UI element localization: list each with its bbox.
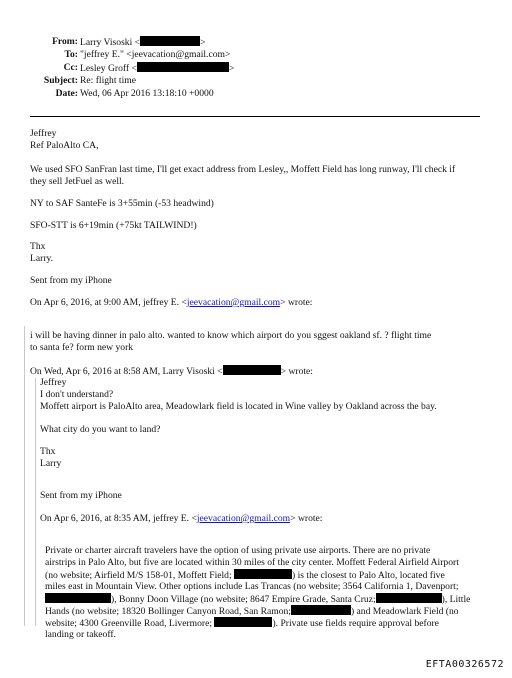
sfo-line: SFO-STT is 6+19min (+75kt TAILWIND!)	[30, 220, 197, 231]
quote1-thx: Thx	[40, 446, 56, 457]
signature: Larry.	[30, 253, 54, 264]
redaction	[140, 36, 200, 46]
quote2-line4: miles east in Mountain View. Other options include Las Trancas (no website; 3564 California 1, Davenport;	[45, 581, 459, 592]
subject-value: Re: flight time	[80, 75, 136, 86]
wrote-line-2: On Wed, Apr 6, 2016 at 8:58 AM, Larry Visoski < > wrote:	[30, 366, 313, 377]
redaction	[137, 62, 229, 72]
redaction	[376, 593, 442, 603]
email-link[interactable]: jeevacation@gmail.com	[186, 297, 281, 308]
redaction	[223, 365, 281, 375]
redaction	[291, 605, 351, 615]
quote-bar	[24, 326, 25, 626]
quote1-line2: to santa fe? form new york	[30, 342, 134, 353]
quote2-line3: (no website; Airfield M/S 158-01, Moffett Field; ) is the closest to Palo Alto, located five	[45, 570, 445, 581]
quote1-understand: I don't understand?	[40, 389, 114, 400]
quote2-line2: airstrips in Palo Alto, but five are located within 30 miles of the city center. Moffett Federal Airfield Airport	[45, 557, 459, 568]
quote1-greeting: Jeffrey	[40, 377, 67, 388]
quote2-line8: landing or takeoff.	[45, 629, 116, 640]
ny-line: NY to SAF SanteFe is 3+55min (-53 headwind)	[30, 198, 214, 209]
cc-label: Cc:	[63, 62, 78, 73]
wrote-line-3: On Apr 6, 2016, at 8:35 AM, jeffrey E. <jeevacation@gmail.com> wrote:	[40, 513, 323, 524]
para1-line1: We used SFO SanFran last time, I'll get exact address from Lesley,, Moffett Field has long runway, I'll check if	[30, 164, 456, 175]
wrote-line-1: On Apr 6, 2016, at 9:00 AM, jeffrey E. <jeevacation@gmail.com> wrote:	[30, 297, 313, 308]
to-label: To:	[64, 49, 78, 60]
header-divider	[30, 116, 480, 117]
subject-label: Subject:	[43, 75, 78, 86]
document-id: EFTA00326572	[425, 659, 504, 670]
quote1-line1: i will be having dinner in palo alto. wanted to know which airport do you sggest oakland sf. ? flight time	[30, 330, 432, 341]
quote2-line1: Private or charter aircraft travelers have the option of using private use airports. There are no private	[45, 545, 431, 556]
redaction	[234, 569, 292, 579]
cc-value: Lesley Groff < >	[80, 63, 235, 74]
quote1-signature: Larry	[40, 458, 62, 469]
to-value: "jeffrey E." <jeevacation@gmail.com>	[80, 49, 231, 60]
quote-bar-inner	[35, 378, 36, 626]
quote2-line5: ), Bonny Doon Village (no website; 8647 Empire Grade, Santa Cruz; ), Little	[45, 593, 470, 606]
quote1-question: What city do you want to land?	[40, 424, 161, 435]
sent-from: Sent from my iPhone	[30, 275, 112, 286]
quote1-sent-from: Sent from my iPhone	[40, 490, 122, 501]
date-value: Wed, 06 Apr 2016 13:18:10 +0000	[80, 88, 214, 99]
quote1-moffett: Moffett airport is PaloAlto area, Meadowlark field is located in Wine valley by Oakland across the bay.	[40, 401, 437, 412]
quote2-line6: Hands (no website; 18320 Bollinger Canyon Road, San Ramon; ) and Meadowlark Field (no	[45, 606, 459, 617]
ref-line: Ref PaloAlto CA,	[30, 140, 99, 151]
greeting: Jeffrey	[30, 128, 57, 139]
quote2-line7: website; 4300 Greenville Road, Livermore; ). Private use fields require approval before	[45, 618, 439, 629]
para1-line2: they sell JetFuel as well.	[30, 176, 125, 187]
date-label: Date:	[55, 88, 78, 99]
email-link[interactable]: jeevacation@gmail.com	[196, 513, 291, 524]
from-label: From:	[52, 36, 78, 47]
redaction	[45, 593, 111, 603]
thx: Thx	[30, 241, 46, 252]
from-value: Larry Visoski < >	[80, 37, 206, 48]
redaction	[214, 617, 272, 627]
